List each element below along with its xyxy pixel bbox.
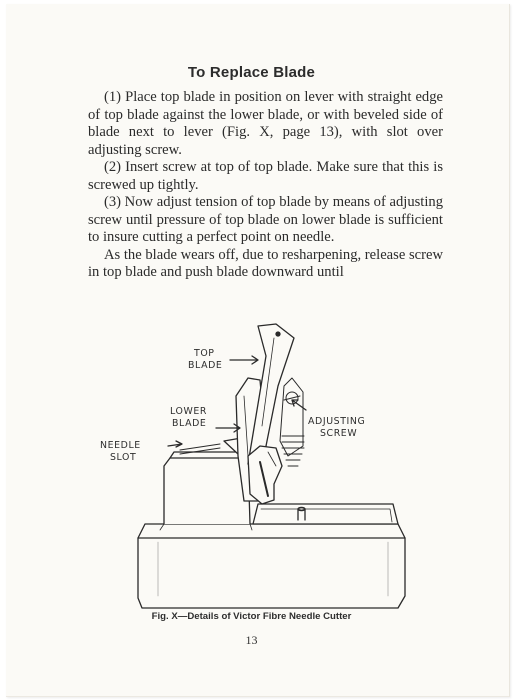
figure-caption: Fig. X—Details of Victor Fibre Needle Cutter — [151, 611, 352, 622]
base-tray — [138, 524, 405, 608]
lower-blade-label: LOWER — [170, 406, 207, 417]
top-blade-label: BLADE — [188, 360, 223, 371]
housing-block — [164, 458, 250, 524]
needle-cutter-illustration — [98, 296, 428, 616]
body-text — [88, 89, 443, 282]
lever — [248, 446, 282, 504]
paragraph-4: As the blade wears off, due to resharpening, release screw in top blade and push blade downward until — [88, 246, 443, 280]
page-title: To Replace Blade — [187, 64, 316, 81]
paragraph-3: (3) Now adjust tension of top blade by means of adjusting screw until pressure of top blade on lower blade is sufficient to insure cutting a perfect point on needle. — [88, 194, 443, 245]
paragraph-1: (1) Place top blade in position on lever with straight edge of top blade against the lower blade, or with beveled side of blade next to lever (Fig. X, page 13), with slot over adjusting screw. — [88, 89, 443, 158]
adjusting-screw — [280, 378, 304, 466]
top-blade-label: TOP — [194, 348, 215, 359]
adjusting-screw-label: ADJUSTING — [308, 416, 366, 427]
needle-slot-label: SLOT — [110, 452, 137, 463]
book-page — [6, 4, 510, 697]
page-number: 13 — [245, 633, 258, 647]
needle-slot-label: NEEDLE — [100, 440, 141, 451]
paragraph-2: (2) Insert screw at top of top blade. Make sure that this is screwed up tightly. — [88, 159, 443, 193]
lower-blade-label: BLADE — [172, 418, 207, 429]
adjusting-screw-label: SCREW — [320, 428, 358, 439]
